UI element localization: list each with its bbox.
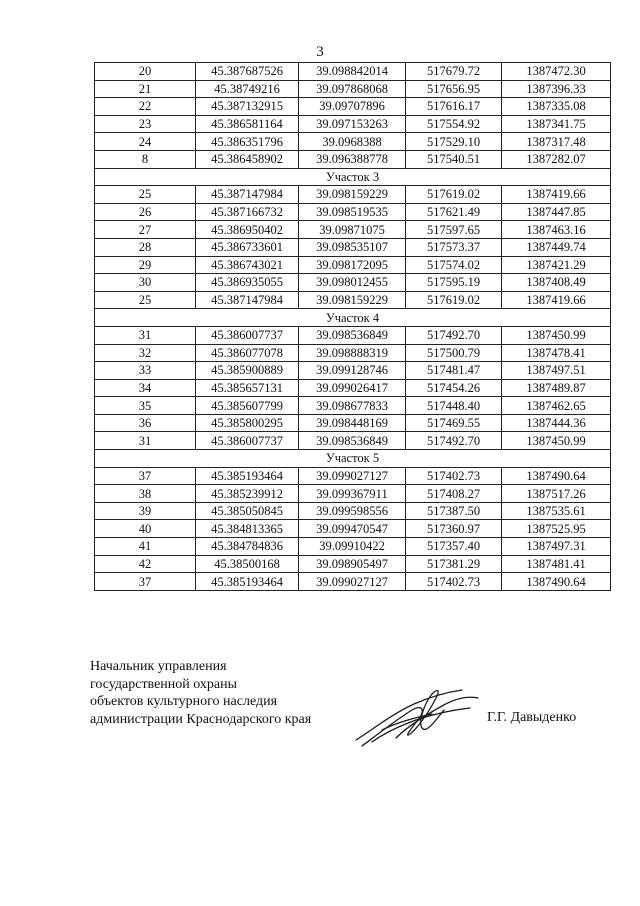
longitude-cell: 39.0968388 xyxy=(299,133,406,151)
longitude-cell: 39.098159229 xyxy=(299,291,406,309)
longitude-cell: 39.098012455 xyxy=(299,274,406,292)
longitude-cell: 39.099027127 xyxy=(299,573,406,591)
table-row xyxy=(95,256,611,274)
x-coordinate-cell: 517492.70 xyxy=(406,326,502,344)
point-number-cell: 31 xyxy=(95,432,196,450)
y-coordinate-cell: 1387449.74 xyxy=(502,238,611,256)
point-number-cell: 33 xyxy=(95,362,196,380)
longitude-cell: 39.098519535 xyxy=(299,203,406,221)
table-row xyxy=(95,291,611,309)
section-title: Участок 4 xyxy=(95,309,611,327)
signature-block xyxy=(90,658,311,728)
point-number-cell: 42 xyxy=(95,555,196,573)
point-number-cell: 30 xyxy=(95,274,196,292)
x-coordinate-cell: 517619.02 xyxy=(406,291,502,309)
longitude-cell: 39.098448169 xyxy=(299,414,406,432)
table-row xyxy=(95,238,611,256)
x-coordinate-cell: 517408.27 xyxy=(406,485,502,503)
latitude-cell: 45.384813365 xyxy=(196,520,299,538)
handwritten-signature xyxy=(352,680,482,752)
table-row xyxy=(95,115,611,133)
y-coordinate-cell: 1387444.36 xyxy=(502,414,611,432)
latitude-cell: 45.384784836 xyxy=(196,538,299,556)
longitude-cell: 39.099026417 xyxy=(299,379,406,397)
x-coordinate-cell: 517500.79 xyxy=(406,344,502,362)
x-coordinate-cell: 517616.17 xyxy=(406,98,502,116)
y-coordinate-cell: 1387421.29 xyxy=(502,256,611,274)
table-row xyxy=(95,186,611,204)
table-row xyxy=(95,203,611,221)
latitude-cell: 45.386733601 xyxy=(196,238,299,256)
latitude-cell: 45.385800295 xyxy=(196,414,299,432)
table-row xyxy=(95,397,611,415)
latitude-cell: 45.386743021 xyxy=(196,256,299,274)
y-coordinate-cell: 1387282.07 xyxy=(502,150,611,168)
point-number-cell: 36 xyxy=(95,414,196,432)
longitude-cell: 39.099027127 xyxy=(299,467,406,485)
point-number-cell: 28 xyxy=(95,238,196,256)
latitude-cell: 45.38500168 xyxy=(196,555,299,573)
point-number-cell: 26 xyxy=(95,203,196,221)
point-number-cell: 40 xyxy=(95,520,196,538)
point-number-cell: 25 xyxy=(95,186,196,204)
y-coordinate-cell: 1387490.64 xyxy=(502,573,611,591)
latitude-cell: 45.385239912 xyxy=(196,485,299,503)
point-number-cell: 32 xyxy=(95,344,196,362)
table-row xyxy=(95,274,611,292)
longitude-cell: 39.098905497 xyxy=(299,555,406,573)
latitude-cell: 45.387147984 xyxy=(196,291,299,309)
y-coordinate-cell: 1387472.30 xyxy=(502,63,611,81)
signer-name: Г.Г. Давыденко xyxy=(487,710,577,725)
point-number-cell: 34 xyxy=(95,379,196,397)
x-coordinate-cell: 517402.73 xyxy=(406,573,502,591)
point-number-cell: 39 xyxy=(95,502,196,520)
section-title: Участок 3 xyxy=(95,168,611,186)
x-coordinate-cell: 517529.10 xyxy=(406,133,502,151)
longitude-cell: 39.099367911 xyxy=(299,485,406,503)
x-coordinate-cell: 517573.37 xyxy=(406,238,502,256)
longitude-cell: 39.09871075 xyxy=(299,221,406,239)
y-coordinate-cell: 1387317.48 xyxy=(502,133,611,151)
y-coordinate-cell: 1387408.49 xyxy=(502,274,611,292)
table-row xyxy=(95,362,611,380)
table-row xyxy=(95,150,611,168)
signer-title-line-2: государственной охраны xyxy=(90,676,238,692)
signer-title-line-4: администрации Краснодарского края xyxy=(90,711,312,727)
latitude-cell: 45.386077078 xyxy=(196,344,299,362)
coordinates-table xyxy=(94,62,611,591)
table-row xyxy=(95,555,611,573)
x-coordinate-cell: 517481.47 xyxy=(406,362,502,380)
latitude-cell: 45.385607799 xyxy=(196,397,299,415)
longitude-cell: 39.098159229 xyxy=(299,186,406,204)
y-coordinate-cell: 1387463.16 xyxy=(502,221,611,239)
point-number-cell: 37 xyxy=(95,467,196,485)
table-row xyxy=(95,63,611,81)
x-coordinate-cell: 517454.26 xyxy=(406,379,502,397)
y-coordinate-cell: 1387419.66 xyxy=(502,186,611,204)
y-coordinate-cell: 1387481.41 xyxy=(502,555,611,573)
table-row xyxy=(95,221,611,239)
latitude-cell: 45.387687526 xyxy=(196,63,299,81)
point-number-cell: 20 xyxy=(95,63,196,81)
point-number-cell: 29 xyxy=(95,256,196,274)
x-coordinate-cell: 517619.02 xyxy=(406,186,502,204)
x-coordinate-cell: 517387.50 xyxy=(406,502,502,520)
point-number-cell: 31 xyxy=(95,326,196,344)
longitude-cell: 39.098172095 xyxy=(299,256,406,274)
table-row xyxy=(95,344,611,362)
signer-title-line-1: Начальник управления xyxy=(90,659,227,674)
longitude-cell: 39.098536849 xyxy=(299,326,406,344)
y-coordinate-cell: 1387497.31 xyxy=(502,538,611,556)
y-coordinate-cell: 1387450.99 xyxy=(502,326,611,344)
x-coordinate-cell: 517574.02 xyxy=(406,256,502,274)
latitude-cell: 45.387147984 xyxy=(196,186,299,204)
y-coordinate-cell: 1387396.33 xyxy=(502,80,611,98)
y-coordinate-cell: 1387490.64 xyxy=(502,467,611,485)
table-row xyxy=(95,538,611,556)
point-number-cell: 8 xyxy=(95,150,196,168)
y-coordinate-cell: 1387489.87 xyxy=(502,379,611,397)
latitude-cell: 45.386007737 xyxy=(196,432,299,450)
y-coordinate-cell: 1387450.99 xyxy=(502,432,611,450)
latitude-cell: 45.386007737 xyxy=(196,326,299,344)
section-title: Участок 5 xyxy=(95,450,611,468)
latitude-cell: 45.386950402 xyxy=(196,221,299,239)
table-row xyxy=(95,80,611,98)
coordinates-table-body xyxy=(95,63,611,591)
signer-title-line-3: объектов культурного наследия xyxy=(90,694,278,709)
point-number-cell: 41 xyxy=(95,538,196,556)
point-number-cell: 24 xyxy=(95,133,196,151)
section-header-row xyxy=(95,168,611,186)
x-coordinate-cell: 517656.95 xyxy=(406,80,502,98)
point-number-cell: 38 xyxy=(95,485,196,503)
y-coordinate-cell: 1387335.08 xyxy=(502,98,611,116)
latitude-cell: 45.385193464 xyxy=(196,573,299,591)
x-coordinate-cell: 517402.73 xyxy=(406,467,502,485)
table-row xyxy=(95,379,611,397)
y-coordinate-cell: 1387497.51 xyxy=(502,362,611,380)
longitude-cell: 39.098842014 xyxy=(299,63,406,81)
point-number-cell: 22 xyxy=(95,98,196,116)
x-coordinate-cell: 517554.92 xyxy=(406,115,502,133)
latitude-cell: 45.385193464 xyxy=(196,467,299,485)
point-number-cell: 23 xyxy=(95,115,196,133)
latitude-cell: 45.38749216 xyxy=(196,80,299,98)
y-coordinate-cell: 1387478.41 xyxy=(502,344,611,362)
point-number-cell: 35 xyxy=(95,397,196,415)
point-number-cell: 21 xyxy=(95,80,196,98)
table-row xyxy=(95,414,611,432)
y-coordinate-cell: 1387447.85 xyxy=(502,203,611,221)
longitude-cell: 39.097153263 xyxy=(299,115,406,133)
longitude-cell: 39.099470547 xyxy=(299,520,406,538)
longitude-cell: 39.09910422 xyxy=(299,538,406,556)
table-row xyxy=(95,520,611,538)
longitude-cell: 39.098677833 xyxy=(299,397,406,415)
y-coordinate-cell: 1387341.75 xyxy=(502,115,611,133)
x-coordinate-cell: 517621.49 xyxy=(406,203,502,221)
longitude-cell: 39.099128746 xyxy=(299,362,406,380)
x-coordinate-cell: 517595.19 xyxy=(406,274,502,292)
longitude-cell: 39.098536849 xyxy=(299,432,406,450)
latitude-cell: 45.385900889 xyxy=(196,362,299,380)
table-row xyxy=(95,432,611,450)
y-coordinate-cell: 1387462.65 xyxy=(502,397,611,415)
latitude-cell: 45.385050845 xyxy=(196,502,299,520)
x-coordinate-cell: 517469.55 xyxy=(406,414,502,432)
x-coordinate-cell: 517360.97 xyxy=(406,520,502,538)
longitude-cell: 39.098535107 xyxy=(299,238,406,256)
latitude-cell: 45.386351796 xyxy=(196,133,299,151)
section-header-row xyxy=(95,450,611,468)
table-row xyxy=(95,326,611,344)
longitude-cell: 39.098888319 xyxy=(299,344,406,362)
section-header-row xyxy=(95,309,611,327)
point-number-cell: 25 xyxy=(95,291,196,309)
x-coordinate-cell: 517679.72 xyxy=(406,63,502,81)
x-coordinate-cell: 517597.65 xyxy=(406,221,502,239)
x-coordinate-cell: 517540.51 xyxy=(406,150,502,168)
latitude-cell: 45.387132915 xyxy=(196,98,299,116)
latitude-cell: 45.385657131 xyxy=(196,379,299,397)
x-coordinate-cell: 517448.40 xyxy=(406,397,502,415)
latitude-cell: 45.387166732 xyxy=(196,203,299,221)
table-row xyxy=(95,98,611,116)
table-row xyxy=(95,573,611,591)
page-number: 3 xyxy=(316,44,324,60)
y-coordinate-cell: 1387535.61 xyxy=(502,502,611,520)
longitude-cell: 39.097868068 xyxy=(299,80,406,98)
x-coordinate-cell: 517381.29 xyxy=(406,555,502,573)
y-coordinate-cell: 1387419.66 xyxy=(502,291,611,309)
point-number-cell: 27 xyxy=(95,221,196,239)
x-coordinate-cell: 517357.40 xyxy=(406,538,502,556)
table-row xyxy=(95,133,611,151)
latitude-cell: 45.386458902 xyxy=(196,150,299,168)
latitude-cell: 45.386935055 xyxy=(196,274,299,292)
longitude-cell: 39.099598556 xyxy=(299,502,406,520)
x-coordinate-cell: 517492.70 xyxy=(406,432,502,450)
point-number-cell: 37 xyxy=(95,573,196,591)
y-coordinate-cell: 1387525.95 xyxy=(502,520,611,538)
y-coordinate-cell: 1387517.26 xyxy=(502,485,611,503)
latitude-cell: 45.386581164 xyxy=(196,115,299,133)
table-row xyxy=(95,485,611,503)
longitude-cell: 39.096388778 xyxy=(299,150,406,168)
table-row xyxy=(95,467,611,485)
longitude-cell: 39.09707896 xyxy=(299,98,406,116)
table-row xyxy=(95,502,611,520)
